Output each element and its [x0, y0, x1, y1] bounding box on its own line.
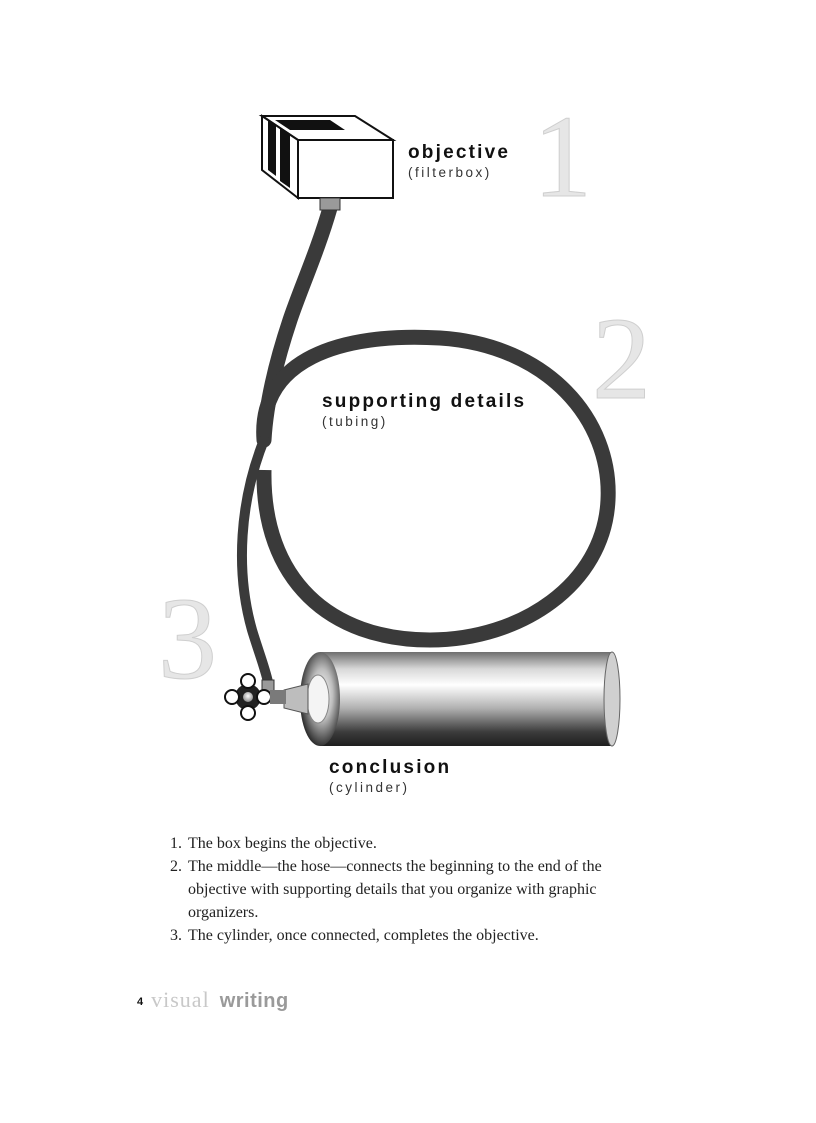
- list-item: [170, 855, 658, 924]
- objective-title: objective: [408, 142, 511, 163]
- cylinder-icon: [284, 652, 620, 746]
- hose-loop: [264, 337, 608, 640]
- conclusion-subtitle: (cylinder): [329, 780, 410, 795]
- step-number-2: 2: [592, 293, 651, 424]
- valve-knob-icon: [225, 674, 286, 720]
- list-item-number: 3.: [170, 927, 182, 944]
- steps-list: [170, 832, 658, 947]
- list-item-number: 1.: [170, 835, 182, 852]
- list-item-text: The middle—the hose—connects the beginning to the end of the objective with supporting details that you organize with graphic organizers.: [188, 858, 602, 921]
- list-item-text: The box begins the objective.: [188, 835, 377, 852]
- conclusion-label: [329, 757, 451, 797]
- list-item-text: The cylinder, once connected, completes the objective.: [188, 927, 539, 944]
- footer-word-visual: visual: [151, 987, 210, 1012]
- objective-label: [408, 142, 510, 182]
- list-item-number: 2.: [170, 858, 182, 875]
- list-item: [170, 924, 658, 947]
- page-number: 4: [137, 996, 144, 1008]
- page-footer: [137, 987, 289, 1013]
- objective-subtitle: (filterbox): [408, 165, 492, 180]
- supporting-details-label: [322, 391, 526, 431]
- step-number-3: 3: [158, 573, 217, 704]
- supporting-details-title: supporting details: [322, 391, 527, 412]
- footer-word-writing: writing: [219, 990, 289, 1012]
- list-item: [170, 832, 658, 855]
- step-number-1: 1: [533, 91, 592, 222]
- conclusion-title: conclusion: [329, 757, 452, 778]
- filterbox-icon: [262, 116, 393, 210]
- supporting-details-subtitle: (tubing): [322, 414, 388, 429]
